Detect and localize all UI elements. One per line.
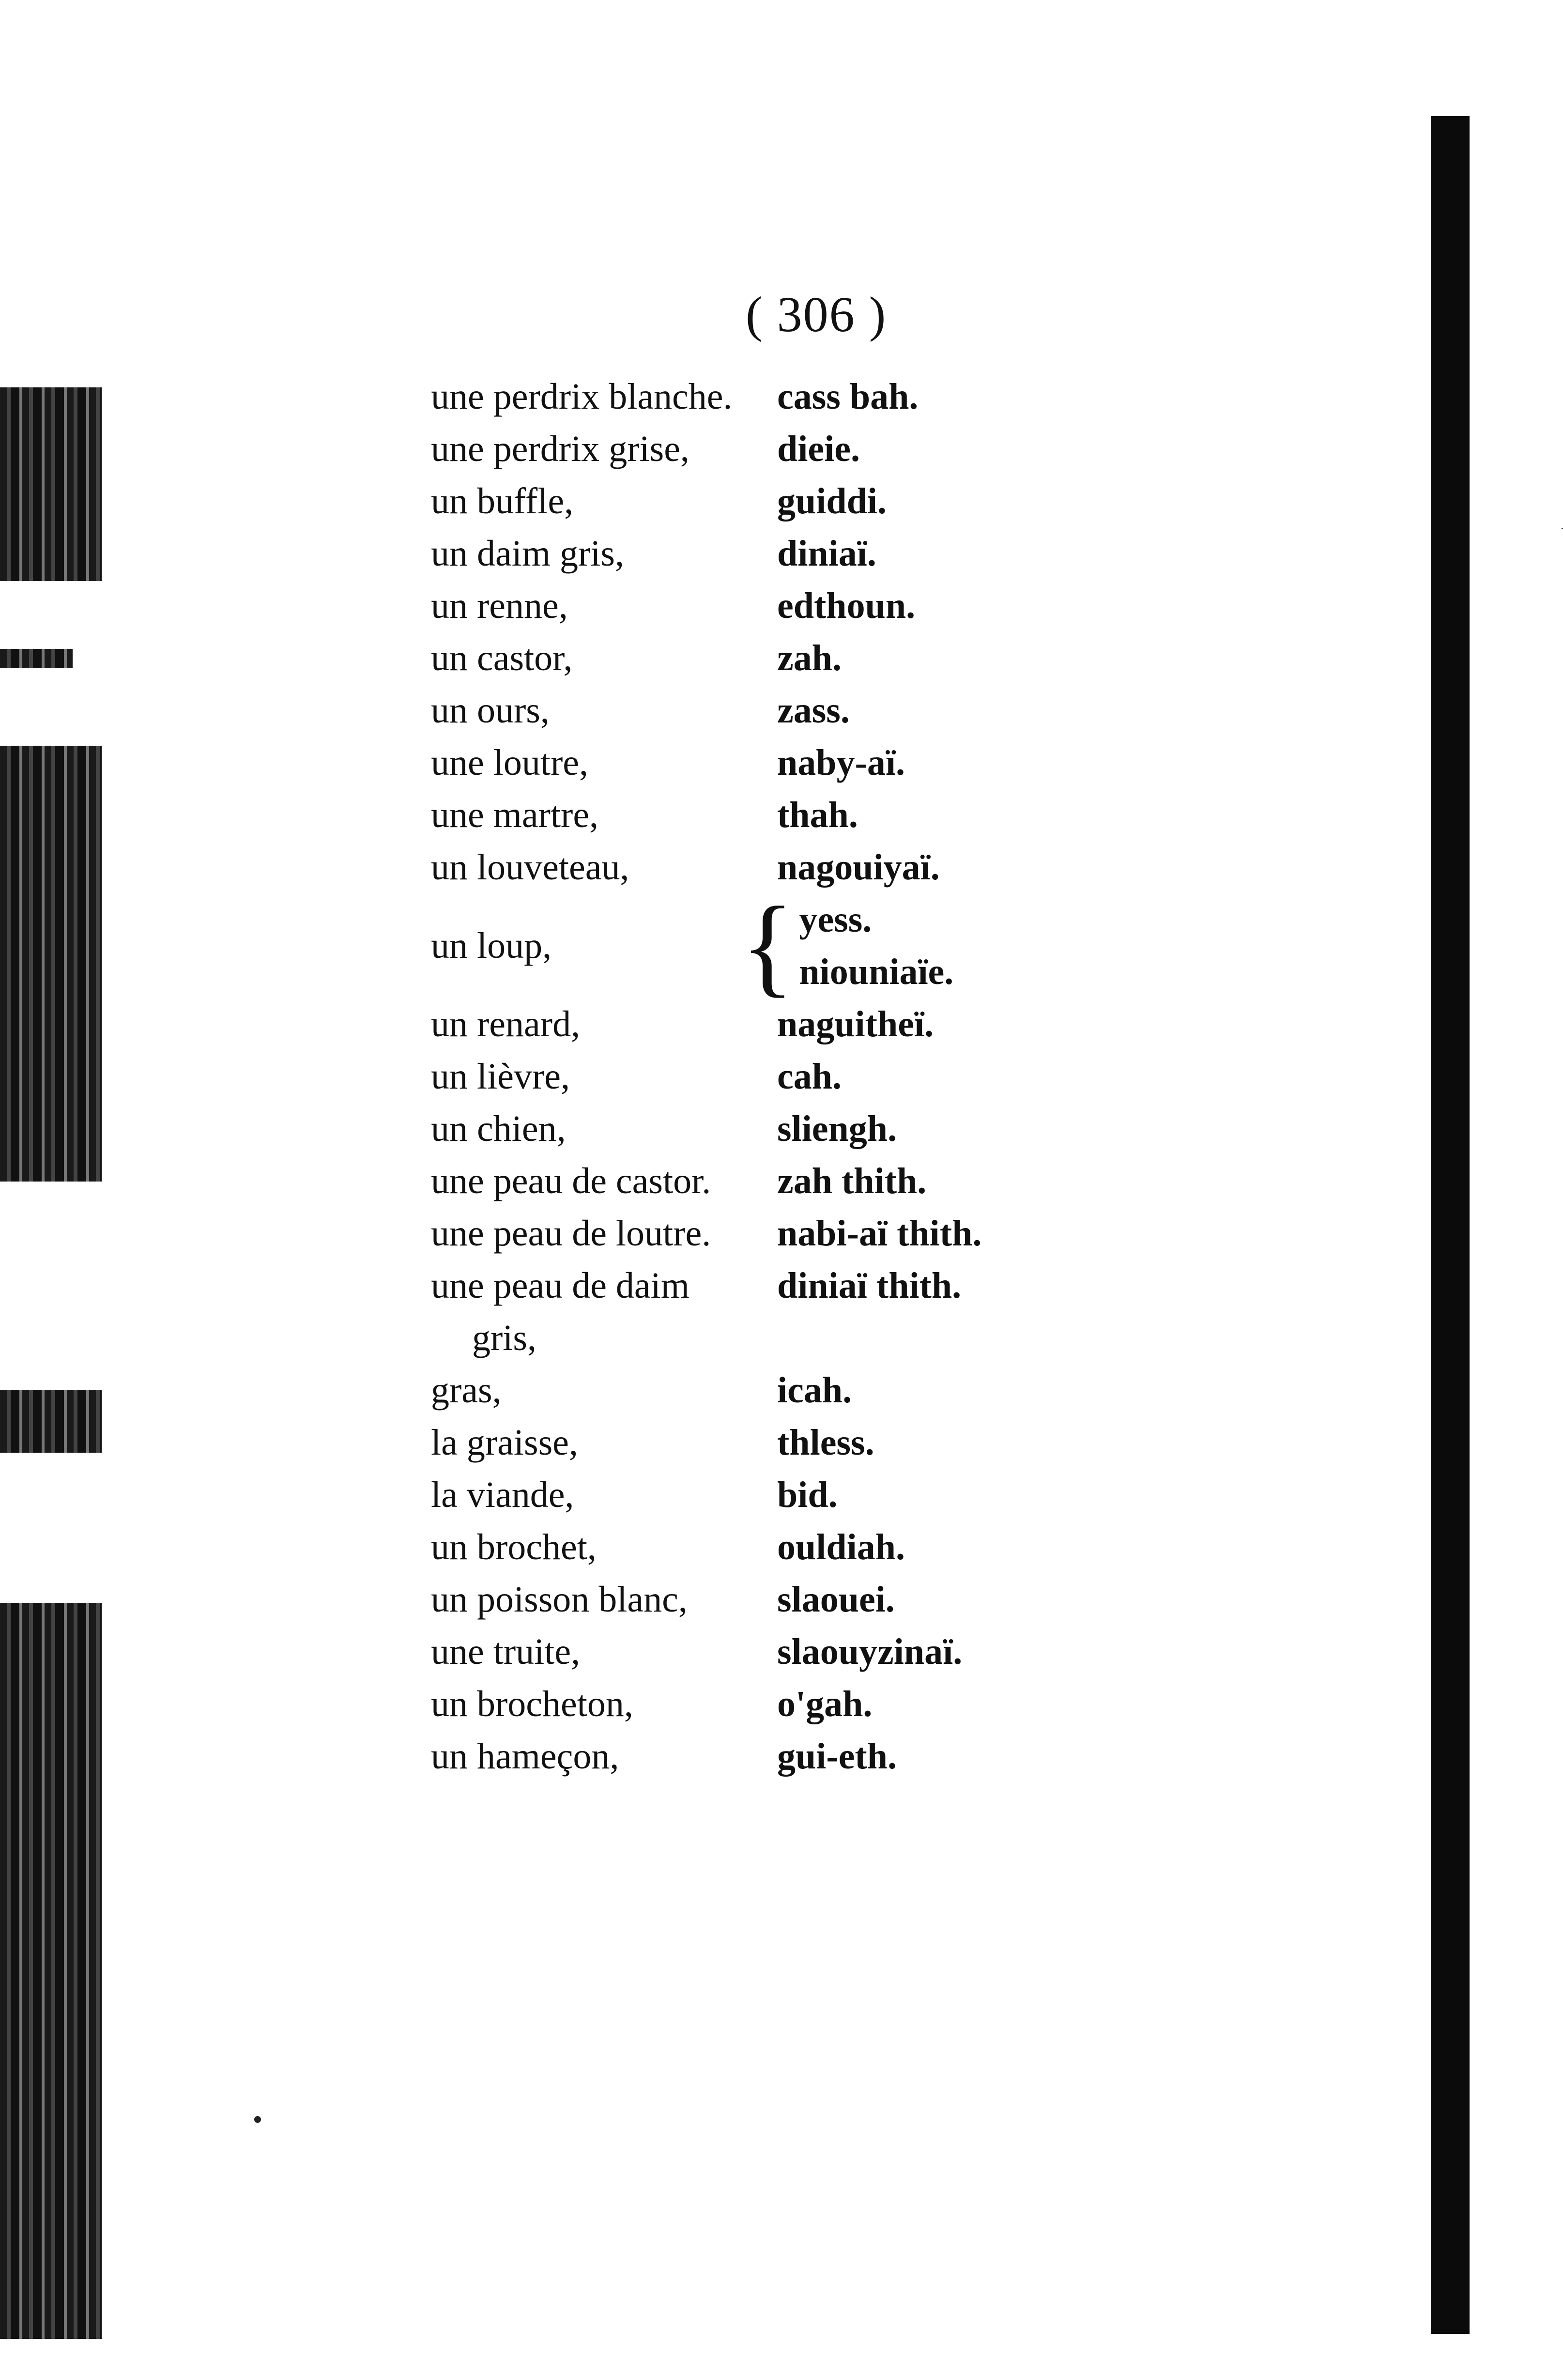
native-term: thah.: [777, 795, 858, 835]
vocab-row: [431, 580, 1060, 632]
native-term: edthoun.: [777, 585, 916, 626]
native-term-variants: [799, 893, 953, 998]
french-term: un buffle,: [431, 481, 574, 522]
native-term: cass bah.: [777, 376, 919, 417]
native-term: nabi-aï thith.: [777, 1213, 982, 1254]
french-term: un renard,: [431, 1004, 581, 1044]
vocab-row: [431, 1155, 1060, 1207]
native-term: diniaï.: [777, 533, 876, 574]
native-term: diniaï thith.: [777, 1265, 962, 1306]
vocab-row: [431, 1469, 1060, 1521]
scan-edge-left-3: [0, 746, 102, 1182]
french-term: une truite,: [431, 1631, 581, 1672]
french-term: la viande,: [431, 1474, 574, 1515]
french-term: un castor,: [431, 638, 573, 678]
vocab-row: [431, 1730, 1060, 1782]
french-term: un renne,: [431, 585, 568, 626]
vocab-row: [431, 998, 1060, 1050]
native-term: sliengh.: [777, 1108, 897, 1149]
scan-edge-left-1: [0, 387, 102, 581]
french-term: un poisson blanc,: [431, 1579, 688, 1620]
scan-edge-left-2: [0, 649, 73, 668]
vocab-row: [431, 1678, 1060, 1730]
vocab-row: [431, 1364, 1060, 1416]
native-term: zah.: [777, 638, 842, 678]
french-term: une loutre,: [431, 742, 589, 783]
french-term: un daim gris,: [431, 533, 624, 574]
vocab-row: [431, 1573, 1060, 1626]
vocab-row: [431, 884, 1060, 1007]
native-term: thless.: [777, 1422, 874, 1463]
native-term: naby-aï.: [777, 742, 905, 783]
vocab-row: [431, 370, 1060, 423]
vocab-row: [431, 684, 1060, 737]
vocab-row: [431, 1050, 1060, 1103]
native-term: ouldiah.: [777, 1527, 905, 1567]
native-term: cah.: [777, 1056, 842, 1097]
french-term: gras,: [431, 1370, 502, 1411]
native-term: yess.: [799, 899, 872, 940]
french-term: une perdrix blanche.: [431, 376, 733, 417]
vocab-row: [431, 527, 1060, 580]
vocab-row: [431, 1521, 1060, 1573]
scan-edge-right: [1431, 116, 1470, 2334]
native-term-group: [741, 884, 954, 1007]
french-term: un hameçon,: [431, 1736, 619, 1777]
french-term-continuation: gris,: [472, 1318, 536, 1358]
scan-edge-left-5: [0, 1603, 102, 2339]
native-term: slaouyzinaï.: [777, 1631, 963, 1672]
french-term: un ours,: [431, 690, 550, 731]
page-number: ( 306 ): [746, 287, 887, 342]
french-term: une martre,: [431, 795, 599, 835]
french-term: une peau de castor.: [431, 1161, 711, 1201]
vocab-row: [431, 475, 1060, 527]
french-term: un brocheton,: [431, 1684, 633, 1724]
french-term: une peau de loutre.: [431, 1213, 711, 1254]
vocab-row: [431, 1103, 1060, 1155]
native-term: zass.: [777, 690, 850, 731]
french-term-line: une peau de daim: [431, 1265, 690, 1306]
french-term: une perdrix grise,: [431, 429, 690, 469]
scan-speck: [254, 2116, 261, 2123]
vocabulary-list: [431, 370, 1060, 1782]
vocab-row: [431, 1259, 1060, 1364]
french-term: un lièvre,: [431, 1056, 570, 1097]
french-term: un brochet,: [431, 1527, 597, 1567]
vocab-row: [431, 423, 1060, 475]
native-term: guiddi.: [777, 481, 887, 522]
vocab-row: [431, 789, 1060, 841]
french-term: un chien,: [431, 1108, 566, 1149]
native-term: naguitheï.: [777, 1004, 934, 1044]
native-term: dieie.: [777, 429, 860, 469]
vocab-row: [431, 1416, 1060, 1469]
native-term: gui-eth.: [777, 1736, 897, 1777]
native-term: o'gah.: [777, 1684, 873, 1724]
native-term: slaouei.: [777, 1579, 895, 1620]
native-term: niouniaïe.: [799, 952, 954, 992]
french-term: un louveteau,: [431, 847, 629, 888]
native-term: icah.: [777, 1370, 852, 1411]
native-term: bid.: [777, 1474, 838, 1515]
native-term: zah thith.: [777, 1161, 927, 1201]
vocab-row: [431, 1207, 1060, 1259]
vocab-row: [431, 737, 1060, 789]
french-term: [431, 1259, 777, 1364]
french-term: un loup,: [431, 925, 552, 966]
curly-brace-icon: {: [741, 884, 795, 1007]
vocab-row: [431, 632, 1060, 684]
scan-edge-left-4: [0, 1390, 102, 1453]
vocab-row: [431, 1626, 1060, 1678]
french-term: la graisse,: [431, 1422, 578, 1463]
native-term: nagouiyaï.: [777, 847, 940, 888]
